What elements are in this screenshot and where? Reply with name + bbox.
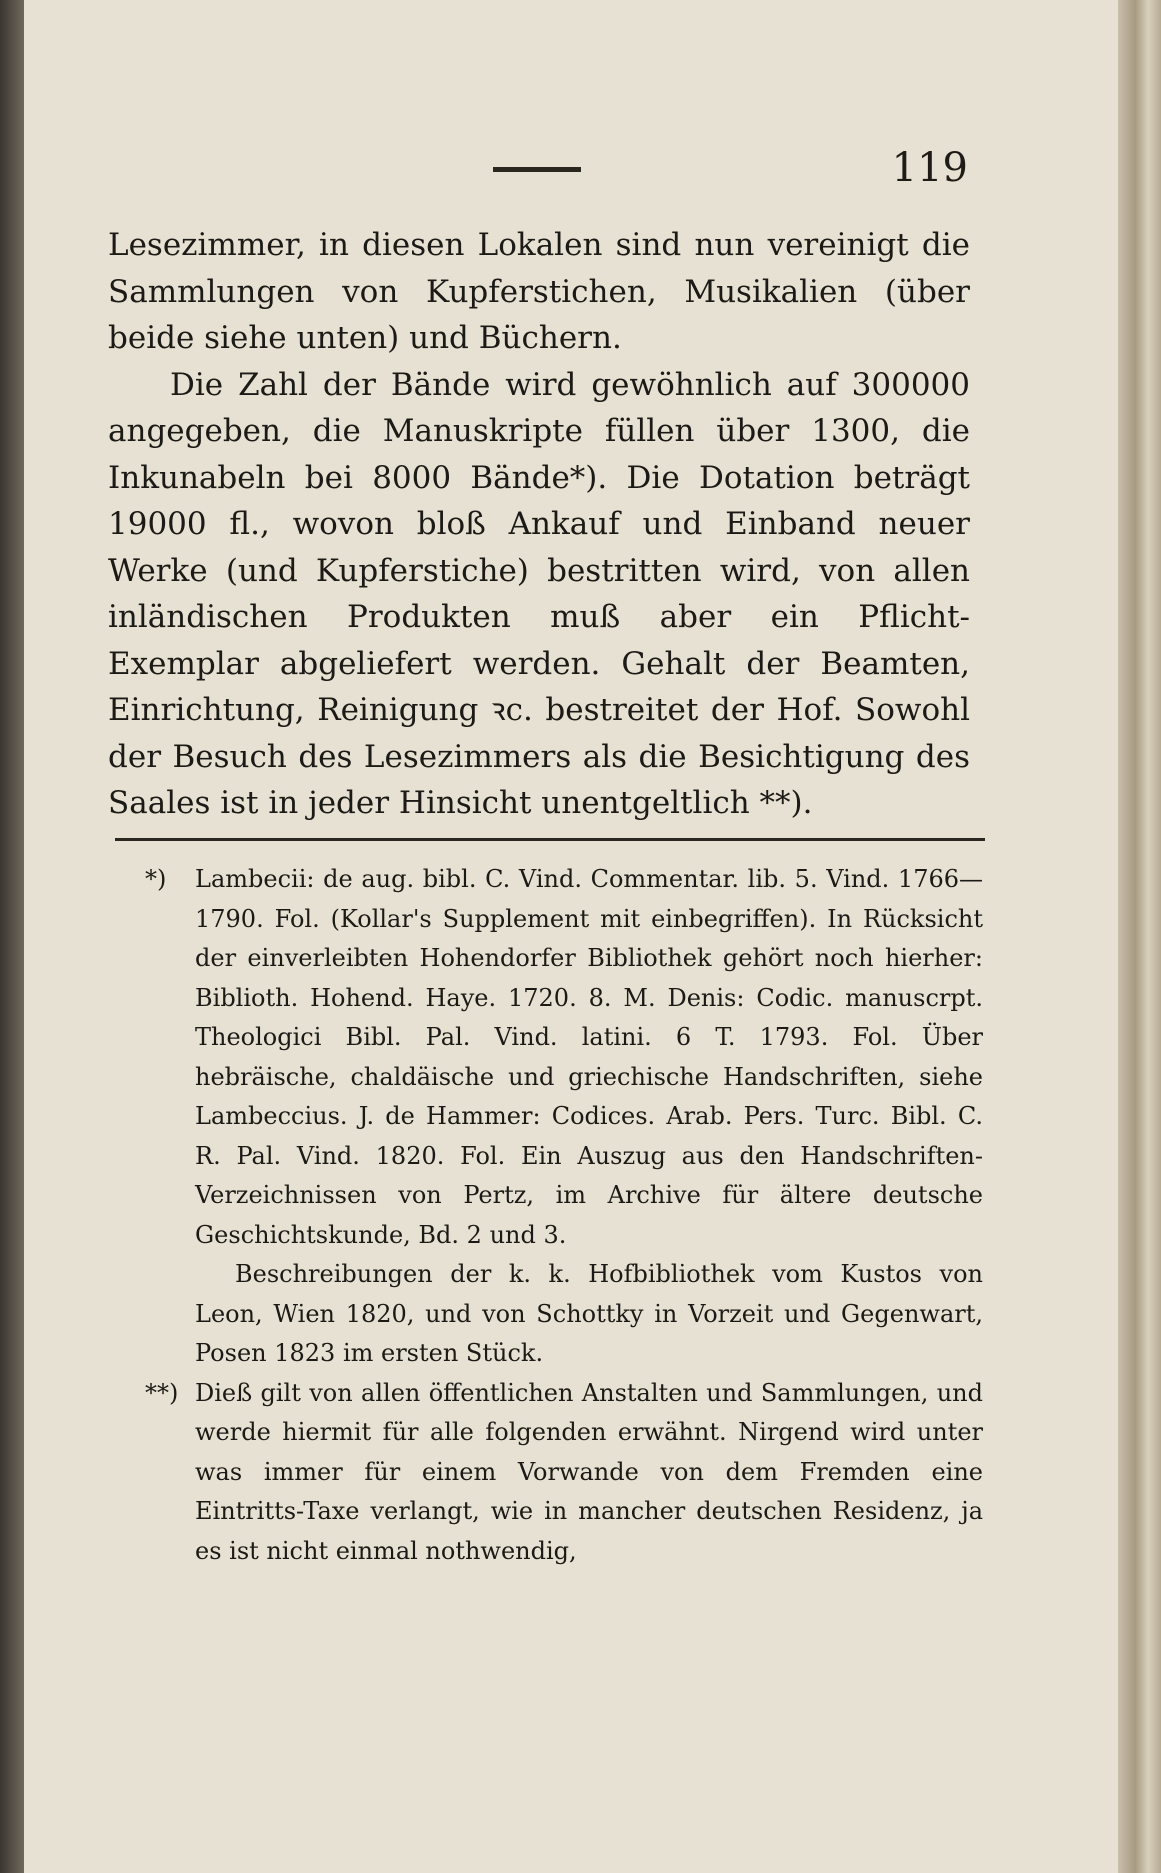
page-number: 119 xyxy=(891,145,968,191)
footnote xyxy=(145,1374,983,1572)
book-binding-shadow xyxy=(0,0,24,1873)
footnote-text: Lambecii: de aug. bibl. C. Vind. Commentar. lib. 5. Vind. 1766—1790. Fol. (Kollar's Supplement mit einbegriffen). In Rücksicht der einverleibten Hohendorfer Bibliothek gehört noch hierher: Biblioth. Hohend. Haye. 1720. 8. M. Denis: Codic. manuscrpt. Theologici Bibl. Pal. Vind. latini. 6 T. 1793. Fol. Über hebräische, chaldäische und griechische Handschriften, siehe Lambeccius. J. de Hammer: Codices. Arab. Pers. Turc. Bibl. C. R. Pal. Vind. 1820. Fol. Ein Auszug aus den Handschriften-Verzeichnissen von Pertz, im Archive für ältere deutsche Geschichtskunde, Bd. 2 und 3. xyxy=(195,865,983,1249)
footnote-marker: *) xyxy=(145,865,167,893)
footnote-continuation: Beschreibungen der k. k. Hofbibliothek vom Kustos von Leon, Wien 1820, und von Schottky in Vorzeit und Gegenwart, Posen 1823 im ersten Stück. xyxy=(195,1260,983,1367)
footnote xyxy=(145,860,983,1374)
main-text xyxy=(108,222,970,827)
page-edge xyxy=(1118,0,1161,1873)
paragraph: Lesezimmer, in diesen Lokalen sind nun vereinigt die Sammlungen von Kupferstichen, Musikalien (über beide siehe unten) und Büchern. xyxy=(108,227,970,356)
paragraph: Die Zahl der Bände wird gewöhnlich auf 300000 angegeben, die Manuskripte füllen über 1300, die Inkunabeln bei 8000 Bände*). Die Dotation beträgt 19000 fl., wovon bloß Ankauf und Einband neuer Werke (und Kupferstiche) bestritten wird, von allen inländischen Produkten muß aber ein Pflicht-Exemplar abgeliefert werden. Gehalt der Beamten, Einrichtung, Reinigung ꝛc. bestreitet der Hof. Sowohl der Besuch des Lesezimmers als die Besichtigung des Saales ist in jeder Hinsicht unentgeltlich **). xyxy=(108,366,970,821)
footnote-marker: **) xyxy=(145,1378,179,1407)
header-ornament-rule xyxy=(493,167,581,172)
footnote-text: Dieß gilt von allen öffentlichen Anstalten und Sammlungen, und werde hiermit für alle folgenden erwähnt. Nirgend wird unter was immer für einem Vorwande von dem Fremden eine Eintritts-Taxe verlangt, wie in mancher deutschen Residenz, ja es ist nicht einmal nothwendig, xyxy=(195,1378,983,1565)
footnote-separator xyxy=(115,838,985,841)
page-header xyxy=(108,145,968,205)
footnotes xyxy=(145,860,983,1571)
